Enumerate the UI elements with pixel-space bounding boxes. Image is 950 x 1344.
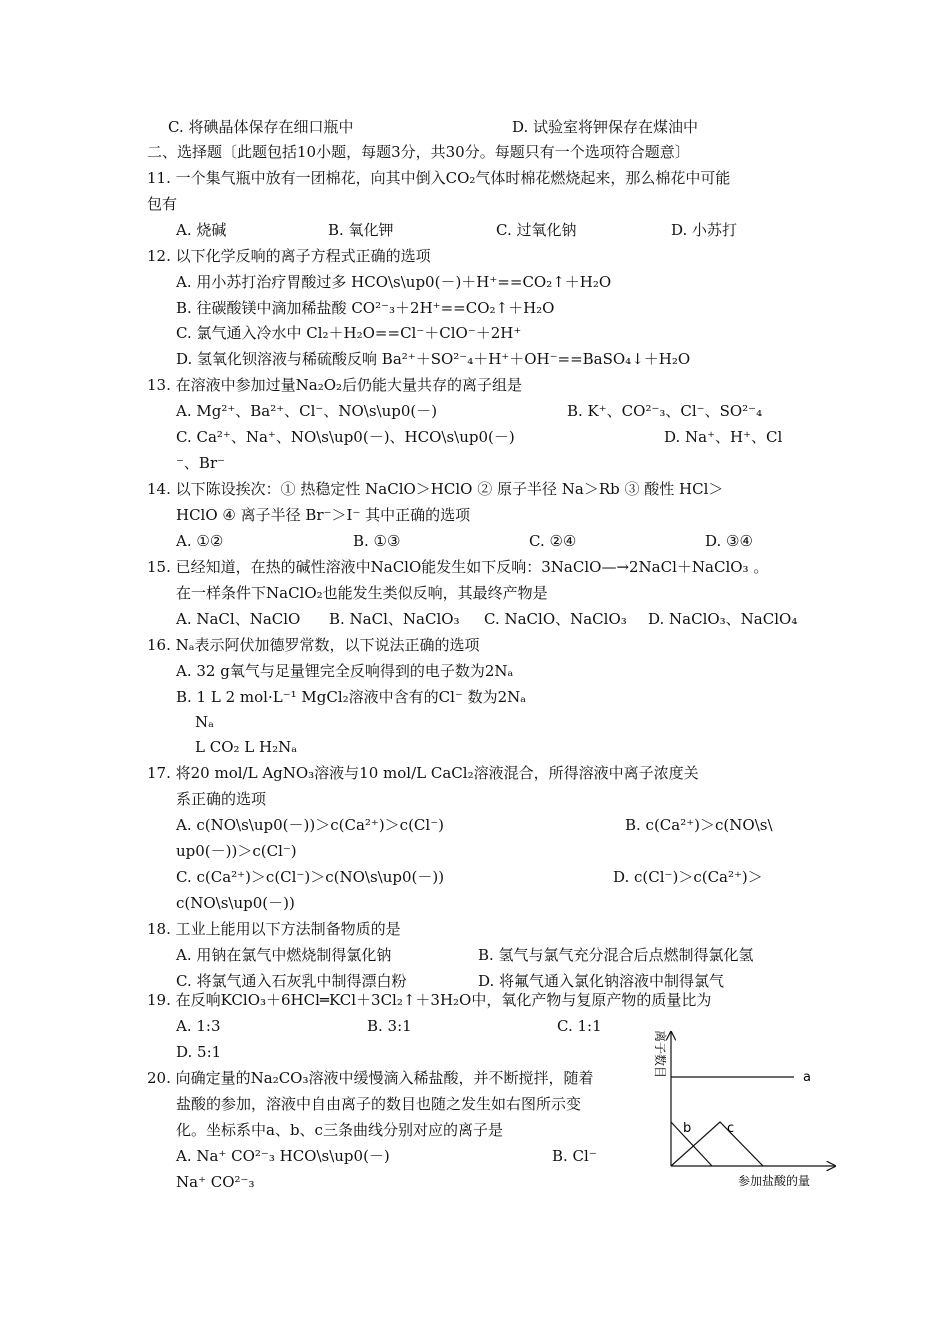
text-line-l29: A. NaCl、NaClO: [176, 610, 301, 628]
text-line-l16: A. Mg²⁺、Ba²⁺、Cl⁻、NO\s\up0(－): [176, 402, 438, 420]
text-line-l52: A. 1:3: [176, 1017, 221, 1035]
text-line-l49: C. 将氯气通入石灰乳中制得漂白粉: [176, 972, 407, 990]
text-line-l26: D. ③④: [705, 532, 753, 550]
y-axis-label: 离子数目: [653, 1030, 667, 1079]
text-line-l04: 11. 一个集气瓶中放有一团棉花，向其中倒入CO₂气体时棉花燃烧起来，那么棉花中可能: [147, 169, 731, 187]
text-line-l31: C. NaClO、NaClO₃: [484, 610, 627, 628]
text-line-l14: D. 氢氧化钡溶液与稀硫酸反响 Ba²⁺＋SO²⁻₄＋H⁺＋OH⁻==BaSO₄↓＋H₂O: [176, 350, 691, 368]
text-line-l55: D. 5:1: [176, 1043, 222, 1061]
text-line-l12: B. 往碳酸镁中滴加稀盐酸 CO²⁻₃＋2H⁺==CO₂↑＋H₂O: [176, 299, 555, 317]
text-line-l34: A. 32 g氧气与足量锂完全反响得到的电子数为2Nₐ: [176, 662, 514, 680]
text-line-l46: 18. 工业上能用以下方法制备物质的是: [147, 920, 401, 938]
text-line-l30: B. NaCl、NaClO₃: [329, 610, 460, 628]
curve-c-label: c: [727, 1121, 735, 1136]
text-line-l18: C. Ca²⁺、Na⁺、NO\s\up0(－)、HCO\s\up0(－): [176, 428, 515, 446]
text-line-l47: A. 用钠在氯气中燃烧制得氯化钠: [176, 946, 392, 964]
text-line-l37: L CO₂ L H₂Nₐ: [195, 738, 298, 756]
text-line-l39: 系正确的选项: [176, 790, 267, 808]
text-line-l09: D. 小苏打: [671, 221, 738, 239]
text-line-l38: 17. 将20 mol/L AgNO₃溶液与10 mol/L CaCl₂溶液混合，所得溶液中离子浓度关: [147, 764, 699, 782]
text-line-l27: 15. 已经知道，在热的碱性溶液中NaClO能发生如下反响：3NaClO—→2NaCl＋NaClO₃ 。: [147, 558, 769, 576]
text-line-l44: D. c(Cl⁻)＞c(Ca²⁺)＞: [613, 868, 763, 886]
text-line-l45: c(NO\s\up0(－)): [176, 894, 295, 912]
text-line-l03: 二、选择题〔此题包括10小题，每题3分，共30分。每题只有一个选项符合题意〕: [147, 143, 690, 161]
text-line-l19: D. Na⁺、H⁺、Cl: [664, 428, 783, 446]
text-line-l36: Nₐ: [195, 713, 214, 731]
text-line-l48: B. 氢气与氯气充分混合后点燃制得氯化氢: [478, 946, 754, 964]
text-line-l61: Na⁺ CO²⁻₃: [176, 1173, 255, 1191]
text-line-l25: C. ②④: [529, 532, 577, 550]
text-line-l60: B. Cl⁻: [552, 1147, 597, 1165]
x-axis-label: 参加盐酸的量: [738, 1174, 811, 1188]
text-line-l56: 20. 向确定量的Na₂CO₃溶液中缓慢滴入稀盐酸，并不断搅拌，随着: [147, 1069, 594, 1087]
text-line-l02: D. 试验室将钾保存在煤油中: [512, 118, 699, 136]
text-line-l13: C. 氯气通入冷水中 Cl₂＋H₂O==Cl⁻＋ClO⁻＋2H⁺: [176, 324, 522, 342]
curve-b: [671, 1122, 712, 1166]
curve-a-label: a: [803, 1070, 811, 1085]
text-line-l01: C. 将碘晶体保存在细口瓶中: [168, 118, 354, 136]
text-line-l20: ⁻、Br⁻: [176, 454, 226, 472]
text-line-l57: 盐酸的参加，溶液中自由离子的数目也随之发生如右图所示变: [176, 1095, 582, 1113]
text-line-l15: 13. 在溶液中参加过量Na₂O₂后仍能大量共存的离子组是: [147, 376, 523, 394]
curve-b-label: b: [683, 1121, 692, 1136]
text-line-l06: A. 烧碱: [176, 221, 227, 239]
text-line-l07: B. 氧化钾: [328, 221, 394, 239]
text-line-l21: 14. 以下陈设挨次：① 热稳定性 NaClO＞HClO ② 原子半径 Na＞Rb ③ 酸性 HCl＞: [147, 480, 724, 498]
text-line-l22: HClO ④ 离子半径 Br⁻＞I⁻ 其中正确的选项: [176, 506, 471, 524]
text-line-l58: 化。坐标系中a、b、c三条曲线分别对应的离子是: [176, 1121, 503, 1139]
text-line-l33: 16. Nₐ表示阿伏加德罗常数，以下说法正确的选项: [147, 636, 480, 654]
text-line-l17: B. K⁺、CO²⁻₃、Cl⁻、SO²⁻₄: [567, 402, 763, 420]
text-line-l42: up0(－))＞c(Cl⁻): [176, 842, 297, 860]
text-line-l28: 在一样条件下NaClO₂也能发生类似反响，其最终产物是: [176, 584, 548, 602]
text-line-l51: 19. 在反响KClO₃＋6HCl═KCl＋3Cl₂↑＋3H₂O中，氧化产物与复原产物的质量比为: [147, 991, 712, 1009]
text-line-l11: A. 用小苏打治疗胃酸过多 HCO\s\up0(－)＋H⁺==CO₂↑＋H₂O: [176, 273, 612, 291]
text-line-l41: B. c(Ca²⁺)＞c(NO\s\: [625, 816, 773, 834]
text-line-l32: D. NaClO₃、NaClO₄: [648, 610, 798, 628]
text-line-l08: C. 过氧化钠: [496, 221, 577, 239]
text-line-l35: B. 1 L 2 mol·L⁻¹ MgCl₂溶液中含有的Cl⁻ 数为2Nₐ: [176, 688, 527, 706]
text-line-l59: A. Na⁺ CO²⁻₃ HCO\s\up0(－): [176, 1147, 390, 1165]
ion-count-figure: [640, 1020, 850, 1195]
text-line-l50: D. 将氟气通入氯化钠溶液中制得氯气: [478, 972, 725, 990]
text-line-l40: A. c(NO\s\up0(－))＞c(Ca²⁺)＞c(Cl⁻): [176, 816, 444, 834]
text-line-l05: 包有: [147, 195, 178, 213]
text-line-l43: C. c(Ca²⁺)＞c(Cl⁻)＞c(NO\s\up0(－)): [176, 868, 445, 886]
text-line-l23: A. ①②: [176, 532, 224, 550]
text-line-l24: B. ①③: [353, 532, 401, 550]
text-line-l10: 12. 以下化学反响的离子方程式正确的选项: [147, 247, 431, 265]
text-line-l53: B. 3:1: [367, 1017, 412, 1035]
text-line-l54: C. 1:1: [557, 1017, 602, 1035]
